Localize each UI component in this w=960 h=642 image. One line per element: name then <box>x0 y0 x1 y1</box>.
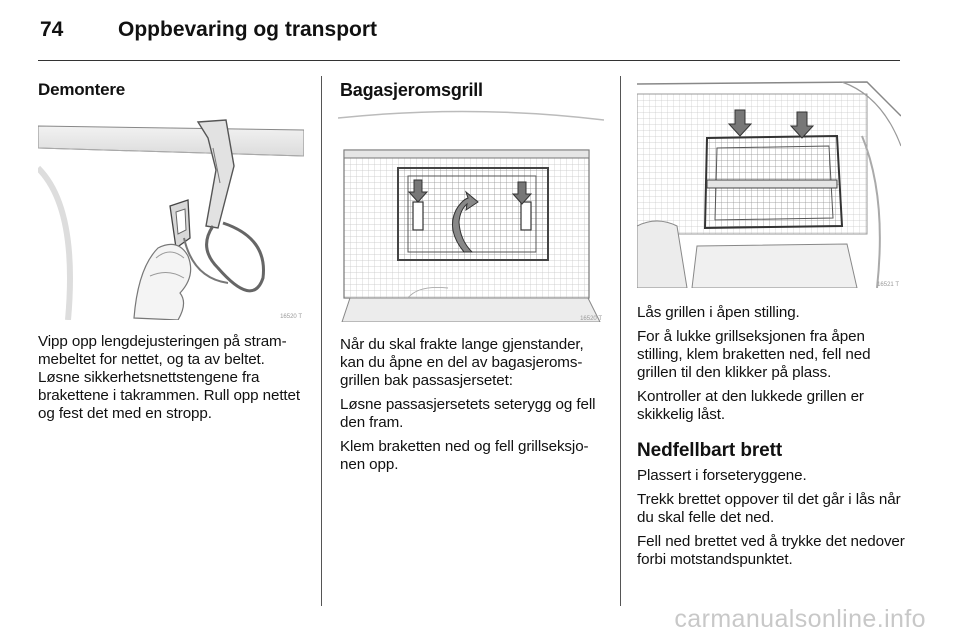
paragraph: Kontroller at den lukkede grillen er skikkelig låst. <box>637 388 864 423</box>
paragraph: Plassert i forseteryggene. <box>637 467 807 484</box>
paragraph: Når du skal frakte lange gjenstander, kan du åpne en del av bagasjeromsgrillen bak passasjersetet: <box>340 336 584 389</box>
bagasjeromsgrill-heading: Bagasjeromsgrill <box>340 80 483 100</box>
paragraph: Løsne passasjersetets seterygg og fell den fram. <box>340 396 596 431</box>
paragraph: For å lukke grillseksjonen fra åpen stilling, klem braketten ned, fell ned grillen til den klikker på plass. <box>637 328 871 381</box>
figure-code: 16520 T <box>280 314 302 320</box>
cargo-grille-fold-up-illustration <box>338 110 604 322</box>
figure-code: 16521 T <box>877 282 899 288</box>
paragraph: Trekk brettet oppover til det går i lås når du skal felle det ned. <box>637 491 901 526</box>
page-number: 74 <box>40 18 64 41</box>
column-divider-1 <box>321 76 322 606</box>
paragraph: Vipp opp lengdejusteringen på strammebeltet for nettet, og ta av beltet. Løsne sikkerhetsnettstengene fra brakettene i takrammen. Rull opp nettet og fest det med en stropp. <box>38 333 301 422</box>
demontere-text <box>38 333 304 429</box>
cargo-grille-close-illustration <box>637 76 901 288</box>
watermark: carmanualsonline.info <box>674 605 926 633</box>
safety-net-strap-illustration <box>38 108 304 320</box>
bagasjeromsgrill-text <box>340 336 606 480</box>
page-title: Oppbevaring og transport <box>118 18 378 41</box>
header-rule <box>38 60 900 61</box>
nedfellbart-brett-heading: Nedfellbart brett <box>637 440 783 461</box>
paragraph: Fell ned brettet ved å trykke det nedover forbi motstandspunktet. <box>637 533 905 568</box>
paragraph: Klem braketten ned og fell grillseksjonen opp. <box>340 438 589 473</box>
grill-lock-text <box>637 304 905 575</box>
figure-code: 16520 T <box>580 316 602 322</box>
paragraph: Lås grillen i åpen stilling. <box>637 304 800 321</box>
column-divider-2 <box>620 76 621 606</box>
demontere-heading: Demontere <box>38 80 126 99</box>
